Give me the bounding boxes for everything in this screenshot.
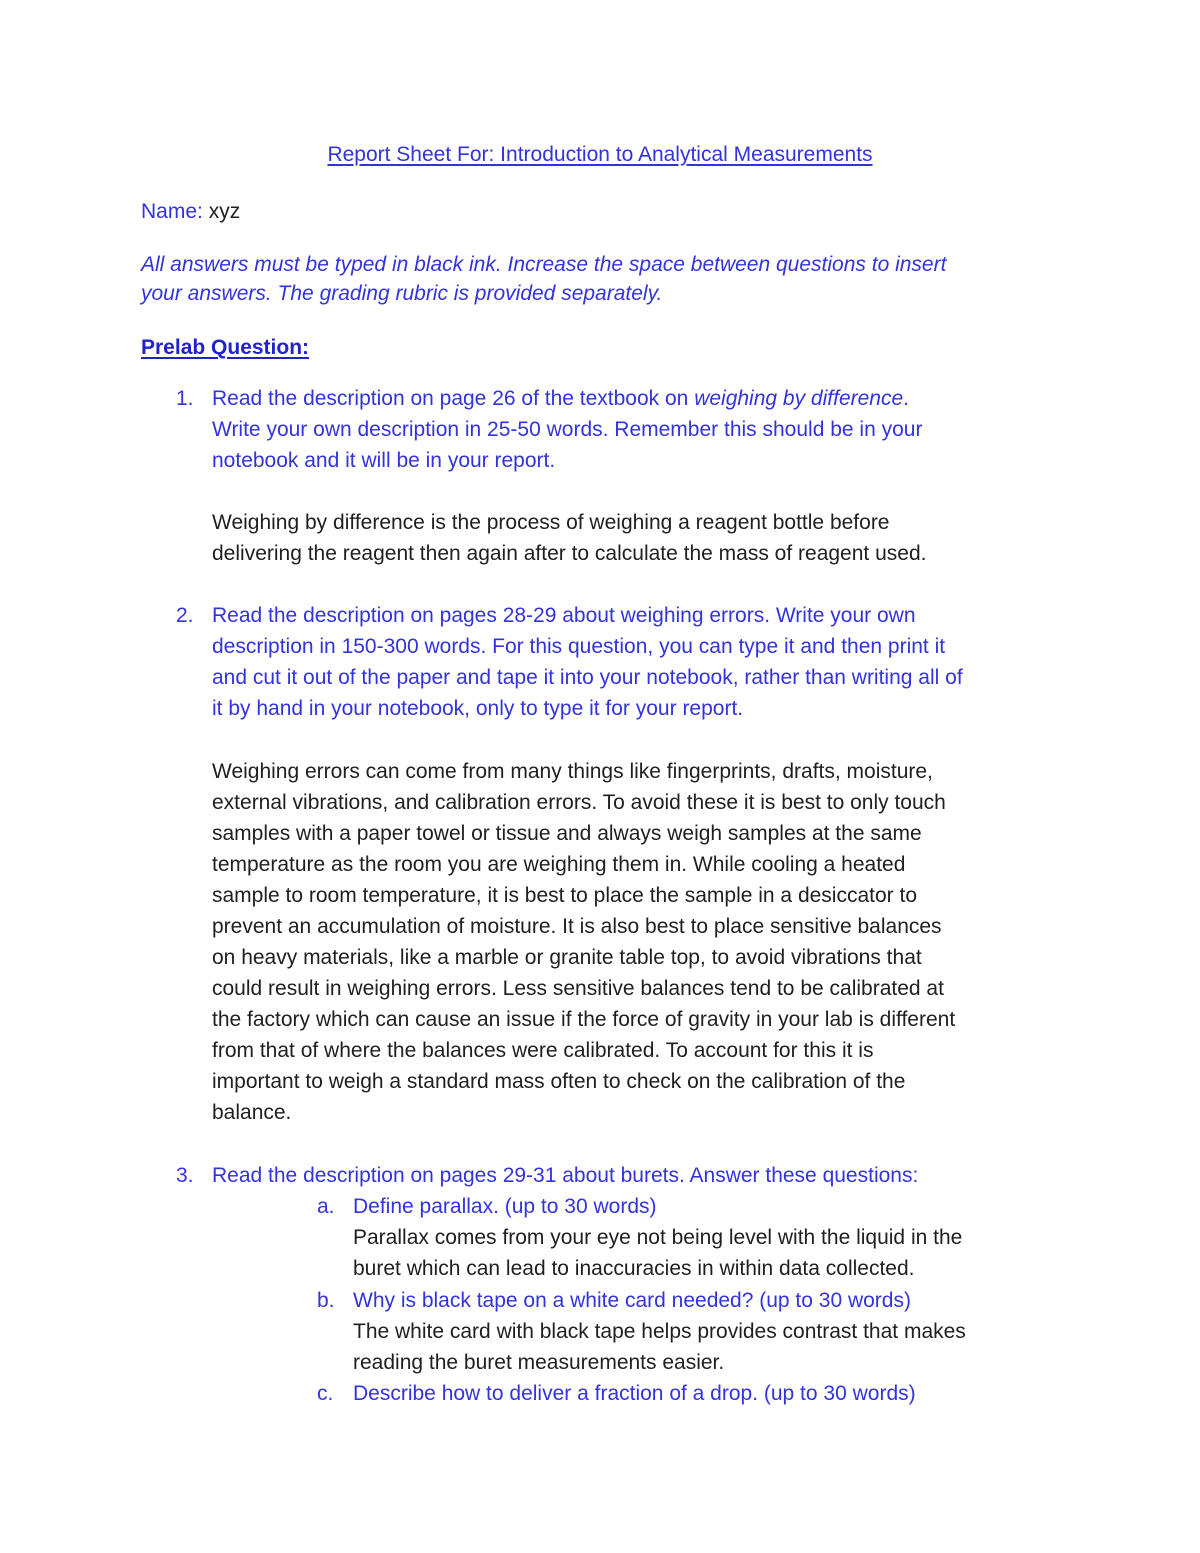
answer-line: could result in weighing errors. Less sensitive balances tend to be calibrated at — [212, 977, 944, 1000]
question-2-prompt — [212, 600, 963, 724]
answer-line: Weighing errors can come from many things like fingerprints, drafts, moisture, — [212, 760, 933, 783]
prompt-emphasis: weighing by difference — [694, 387, 904, 410]
subquestion-b — [353, 1285, 966, 1378]
instructions-line-1: All answers must be typed in black ink. Increase the space between questions to insert — [141, 253, 947, 276]
question-2-prompt-line: and cut it out of the paper and tape it into your notebook, rather than writing all of — [212, 666, 963, 689]
answer-line: delivering the reagent then again after to calculate the mass of reagent used. — [212, 542, 927, 565]
document-title: Report Sheet For: Introduction to Analytical Measurements — [327, 143, 873, 166]
question-2-prompt-line: it by hand in your notebook, only to type it for your report. — [212, 697, 744, 720]
subquestion-prompt: Describe how to deliver a fraction of a drop. (up to 30 words) — [353, 1382, 916, 1405]
answer-line: temperature as the room you are weighing them in. While cooling a heated — [212, 853, 906, 876]
question-number: 2. — [176, 604, 194, 627]
answer-line: on heavy materials, like a marble or granite table top, to avoid vibrations that — [212, 946, 922, 969]
answer-line: sample to room temperature, it is best to place the sample in a desiccator to — [212, 884, 918, 907]
answer-line: Weighing by difference is the process of weighing a reagent bottle before — [212, 511, 890, 534]
question-3-prompt: Read the description on pages 29-31 about burets. Answer these questions: — [212, 1164, 919, 1187]
answer-line: samples with a paper towel or tissue and always weigh samples at the same — [212, 822, 922, 845]
question-2-prompt-line: description in 150-300 words. For this question, you can type it and then print it — [212, 635, 946, 658]
question-1-answer — [212, 507, 926, 569]
subquestion-prompt: Define parallax. (up to 30 words) — [353, 1195, 657, 1218]
subquestion-letter: c. — [317, 1382, 334, 1405]
question-1-prompt-line: Write your own description in 25-50 words. Remember this should be in your — [212, 418, 923, 441]
subquestion-letter: b. — [317, 1289, 335, 1312]
answer-line: external vibrations, and calibration errors. To avoid these it is best to only touch — [212, 791, 946, 814]
answer-line: the factory which can cause an issue if the force of gravity in your lab is different — [212, 1008, 956, 1031]
subquestion-a — [353, 1191, 962, 1284]
instructions — [141, 250, 946, 308]
section-heading: Prelab Question: — [141, 336, 310, 359]
subquestion-letter: a. — [317, 1195, 335, 1218]
answer-line: buret which can lead to inaccuracies in within data collected. — [353, 1257, 915, 1280]
question-1-prompt-line — [212, 383, 922, 414]
answer-line: balance. — [212, 1101, 292, 1124]
question-1-prompt-line: notebook and it will be in your report. — [212, 449, 556, 472]
name-row — [141, 196, 240, 227]
subquestion-prompt: Why is black tape on a white card needed? (up to 30 words) — [353, 1289, 911, 1312]
name-label: Name: — [141, 200, 203, 223]
question-1-prompt — [212, 383, 922, 476]
answer-line: Parallax comes from your eye not being level with the liquid in the — [353, 1226, 963, 1249]
answer-line: important to weigh a standard mass often to check on the calibration of the — [212, 1070, 906, 1093]
prompt-text: Read the description on page 26 of the textbook on — [212, 387, 695, 410]
prompt-text: . — [903, 387, 909, 410]
question-number: 1. — [176, 387, 194, 410]
answer-line: reading the buret measurements easier. — [353, 1351, 725, 1374]
answer-line: from that of where the balances were calibrated. To account for this it is — [212, 1039, 874, 1062]
name-value: xyz — [208, 200, 241, 223]
subquestion-c — [353, 1378, 916, 1409]
question-number: 3. — [176, 1164, 194, 1187]
answer-line: prevent an accumulation of moisture. It is also best to place sensitive balances — [212, 915, 942, 938]
instructions-line-2: your answers. The grading rubric is provided separately. — [141, 282, 663, 305]
question-2-answer — [212, 756, 955, 1128]
question-2-prompt-line: Read the description on pages 28-29 about weighing errors. Write your own — [212, 604, 916, 627]
answer-line: The white card with black tape helps provides contrast that makes — [353, 1320, 966, 1343]
